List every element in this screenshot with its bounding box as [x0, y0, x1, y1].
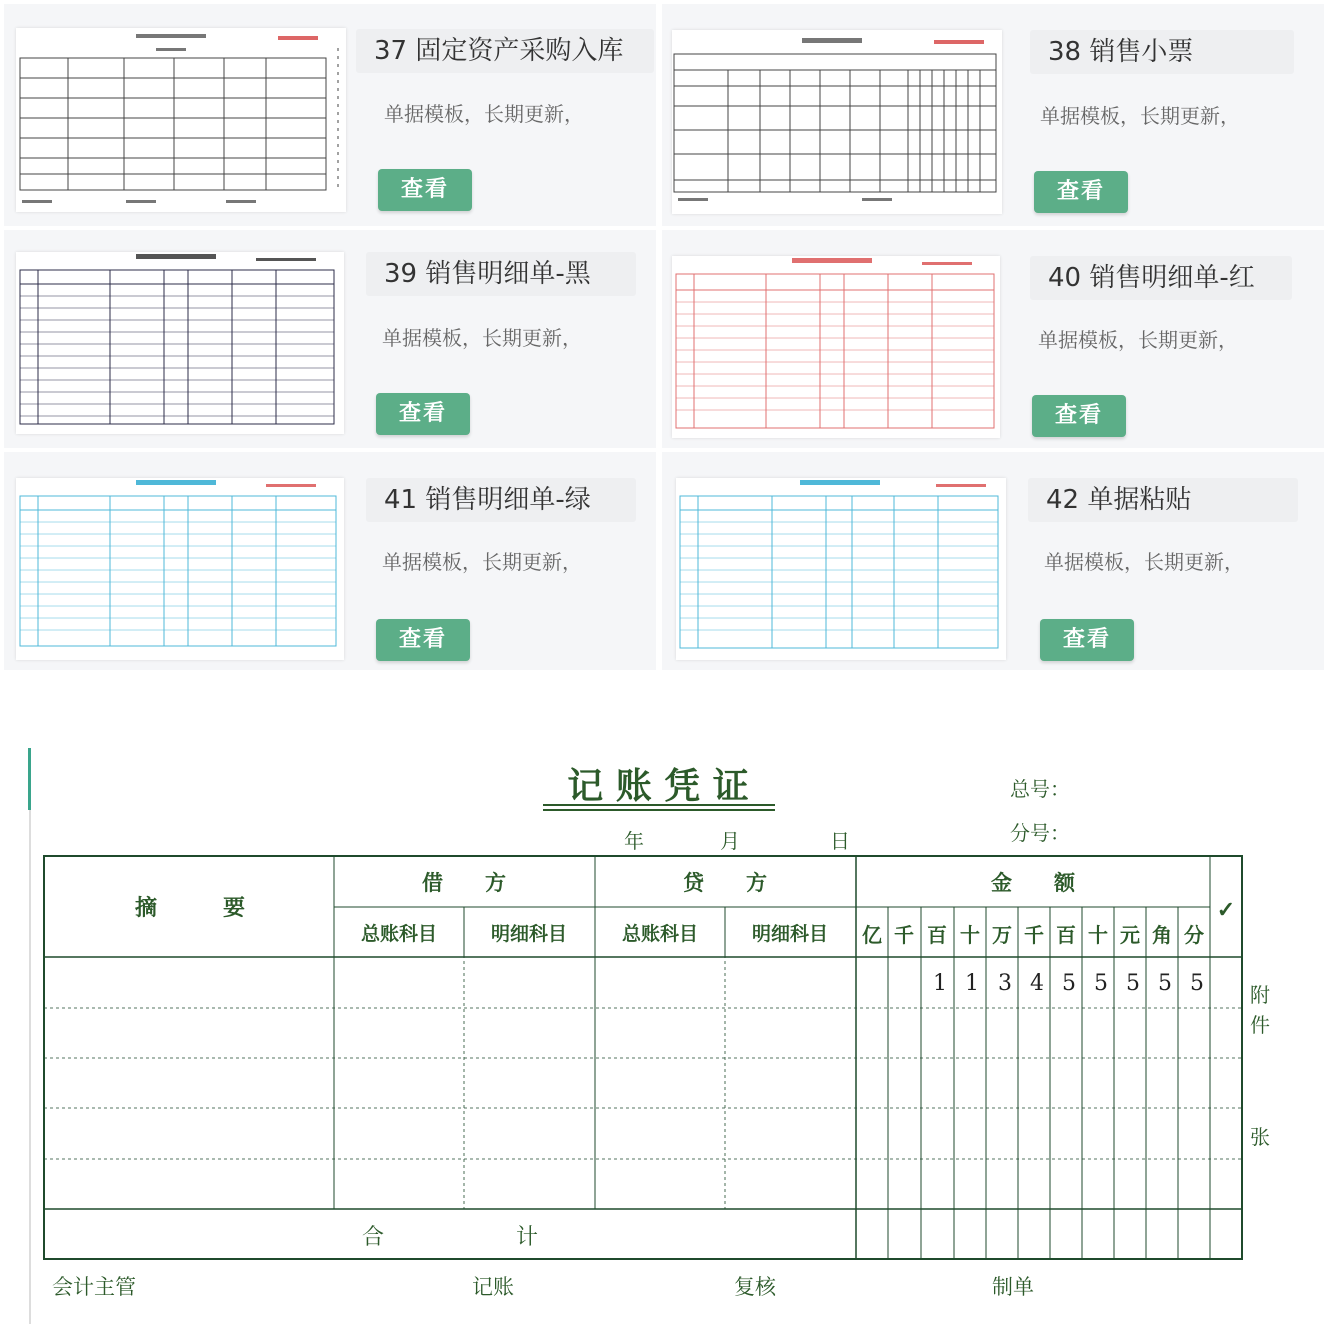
credit-header: 贷 方 [683, 870, 767, 895]
view-button-38[interactable]: 查看 [1034, 171, 1128, 213]
card-title-39[interactable]: 39 销售明细单-黑 [366, 252, 636, 296]
credit-general-account-header: 总账科目 [621, 923, 699, 945]
form-thumbnail-icon [16, 28, 346, 212]
card-thumbnail-40[interactable] [672, 256, 1000, 438]
unit-label: 百 [927, 923, 947, 947]
amount-header: 金 额 [991, 870, 1075, 895]
amount-digit: 5 [1094, 971, 1108, 996]
card-desc-42: 单据模板，长期更新， [1044, 550, 1244, 574]
total-number-label: 总号： [1010, 777, 1070, 801]
card-thumbnail-39[interactable] [16, 252, 344, 434]
amount-digit: 1 [933, 971, 947, 996]
ledger-thumbnail-icon [16, 252, 344, 434]
view-button-40[interactable]: 查看 [1032, 395, 1126, 437]
unit-label: 十 [1088, 923, 1108, 947]
debit-detail-account-header: 明细科目 [490, 923, 568, 945]
view-button-42[interactable]: 查看 [1040, 619, 1134, 661]
amount-digit: 3 [998, 971, 1012, 996]
amount-digit: 5 [1062, 971, 1076, 996]
date-day-label: 日 [830, 829, 850, 853]
card-desc-38: 单据模板，长期更新， [1040, 104, 1240, 128]
receipt-thumbnail-icon [672, 30, 1002, 214]
unit-label: 千 [894, 923, 914, 947]
amount-digit: 5 [1158, 971, 1172, 996]
card-title-42[interactable]: 42 单据粘贴 [1028, 478, 1298, 522]
amount-digit: 5 [1126, 971, 1140, 996]
date-year-label: 年 [624, 829, 644, 853]
reviewer-label: 复核 [734, 1275, 776, 1299]
debit-header: 借 方 [422, 870, 506, 895]
card-title-40[interactable]: 40 销售明细单-红 [1030, 256, 1292, 300]
unit-label: 亿 [862, 923, 882, 947]
unit-label: 十 [960, 923, 980, 947]
view-button-37[interactable]: 查看 [378, 169, 472, 211]
bookkeeper-label: 记账 [472, 1275, 514, 1299]
card-thumbnail-41[interactable] [16, 478, 344, 660]
card-desc-37: 单据模板，长期更新， [384, 102, 584, 126]
unit-label: 角 [1152, 923, 1172, 947]
amount-digit: 5 [1190, 971, 1204, 996]
ledger-red-thumbnail-icon [672, 256, 1000, 438]
view-button-41[interactable]: 查看 [376, 619, 470, 661]
check-header: ✓ [1216, 897, 1236, 923]
attachment-label: 附 [1250, 983, 1270, 1007]
unit-label: 分 [1184, 923, 1204, 947]
summary-header: 摘 要 [134, 895, 246, 921]
card-desc-41: 单据模板，长期更新， [382, 550, 582, 574]
accounting-supervisor-label: 会计主管 [52, 1275, 136, 1299]
ledger-green-thumbnail-icon [16, 478, 344, 660]
card-title-38[interactable]: 38 销售小票 [1030, 30, 1294, 74]
unit-label: 千 [1024, 923, 1044, 947]
credit-detail-account-header: 明细科目 [751, 923, 829, 945]
card-thumbnail-42[interactable] [676, 478, 1006, 660]
card-desc-39: 单据模板，长期更新， [382, 326, 582, 350]
sub-number-label: 分号： [1010, 821, 1070, 845]
voucher-form [0, 674, 1328, 1324]
amount-digit: 1 [965, 971, 979, 996]
card-thumbnail-37[interactable] [16, 28, 346, 212]
total-row-label: 合 计 [361, 1225, 539, 1250]
card-title-41[interactable]: 41 销售明细单-绿 [366, 478, 636, 522]
amount-digit: 4 [1030, 971, 1044, 996]
attachment-label-2: 件 [1250, 1013, 1270, 1037]
preparer-label: 制单 [992, 1275, 1034, 1299]
accent-bar [28, 748, 31, 810]
card-title-37[interactable]: 37 固定资产采购入库 [356, 29, 654, 73]
unit-label: 元 [1120, 923, 1140, 947]
unit-label: 万 [992, 923, 1012, 947]
view-button-39[interactable]: 查看 [376, 393, 470, 435]
voucher-title: 记 账 凭 证 [567, 765, 749, 807]
date-month-label: 月 [720, 829, 740, 853]
debit-general-account-header: 总账科目 [360, 923, 438, 945]
card-desc-40: 单据模板，长期更新， [1038, 328, 1238, 352]
sheets-label: 张 [1250, 1125, 1270, 1149]
ledger-paste-thumbnail-icon [676, 478, 1006, 660]
card-thumbnail-38[interactable] [672, 30, 1002, 214]
unit-label: 百 [1056, 923, 1076, 947]
accounting-voucher [0, 674, 1328, 1324]
